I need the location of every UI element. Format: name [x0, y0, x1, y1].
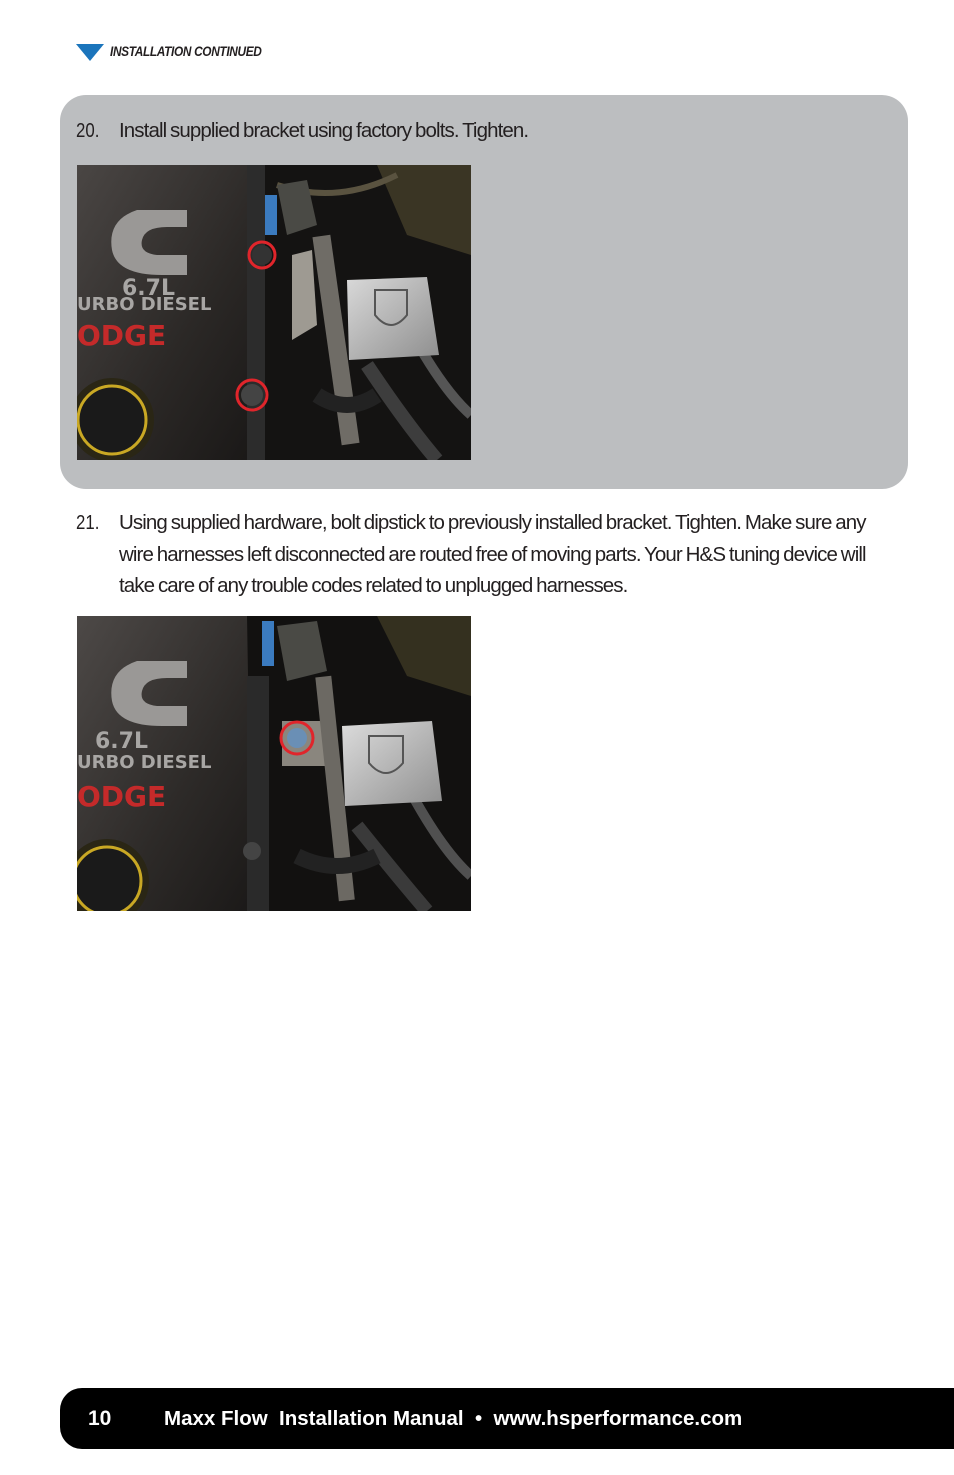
- displacement-label: 6.7L: [122, 276, 175, 301]
- engine-bay-photo-2: [77, 616, 471, 911]
- footer-bar: [60, 1388, 954, 1449]
- displacement-label: 6.7L: [95, 729, 148, 754]
- footer-text: Maxx Flow Installation Manual • www.hsperformance.com: [164, 1406, 743, 1430]
- engine-label: URBO DIESEL: [77, 294, 212, 315]
- page-number: 10: [88, 1406, 112, 1430]
- step-21-photo: [77, 616, 471, 911]
- engine-bay-photo-1: [77, 165, 471, 460]
- triangle-down-icon: [76, 44, 104, 61]
- step-20-photo: [77, 165, 471, 460]
- step-21: [76, 507, 896, 602]
- step-text: Using supplied hardware, bolt dipstick to previously installed bracket. Tighten. Make sure any wire harnesses left disconnected are routed free of moving parts. Your H&S tuning device will take care of any trouble codes related to unplugged harnesses.: [119, 511, 866, 597]
- engine-label: URBO DIESEL: [77, 752, 212, 773]
- step-number: 21.: [76, 511, 100, 534]
- step-number: 20.: [76, 119, 100, 142]
- brand-label: ODGE: [77, 780, 167, 813]
- brand-label: ODGE: [77, 319, 167, 352]
- step-text: Install supplied bracket using factory bolts. Tighten.: [119, 119, 529, 142]
- step-20: [76, 115, 896, 147]
- section-header: [76, 40, 282, 62]
- section-label: INSTALLATION CONTINUED: [110, 43, 262, 59]
